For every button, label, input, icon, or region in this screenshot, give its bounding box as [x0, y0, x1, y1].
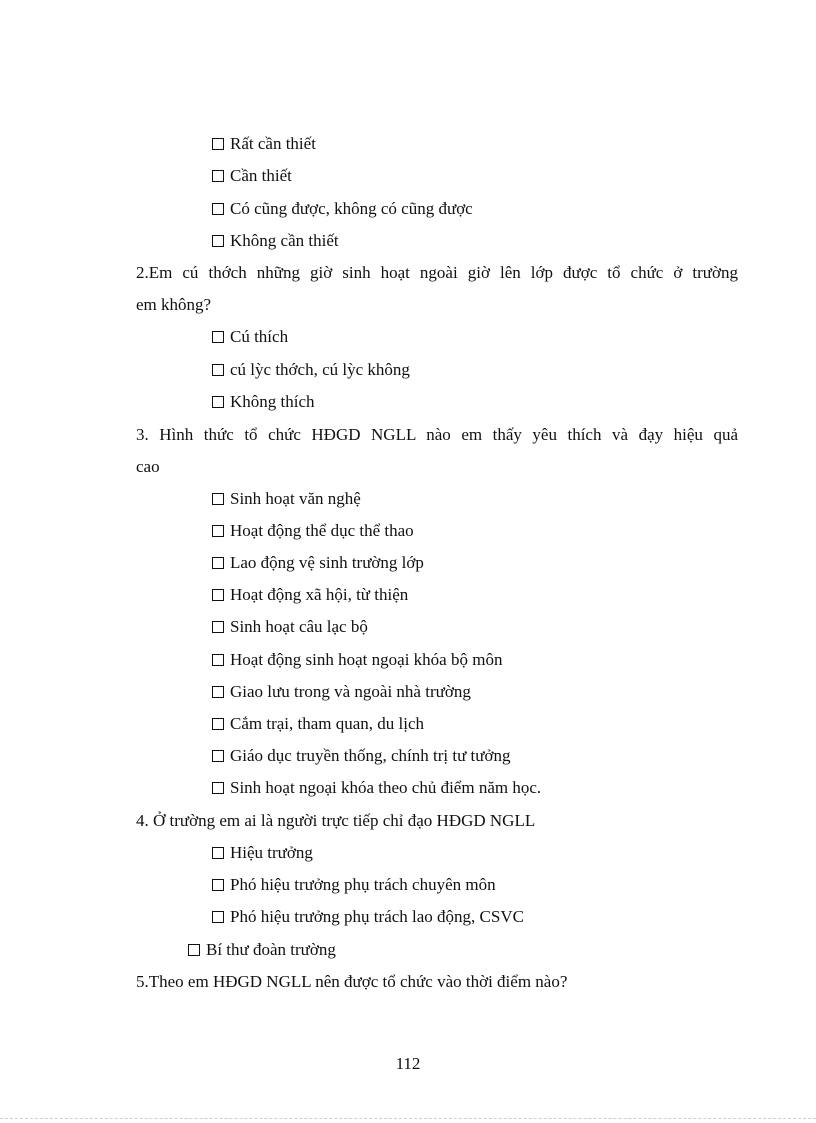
checkbox-option[interactable]	[212, 713, 424, 735]
checkbox-option[interactable]	[212, 681, 471, 703]
page-bottom-rule	[0, 1118, 816, 1119]
checkbox-icon[interactable]	[212, 170, 224, 182]
checkbox-icon[interactable]	[188, 944, 200, 956]
option-label: Cú thích	[230, 327, 289, 346]
checkbox-option[interactable]	[212, 359, 410, 381]
option-label: Lao động vệ sinh trường lớp	[230, 553, 424, 572]
checkbox-option[interactable]	[212, 616, 368, 638]
checkbox-option[interactable]	[212, 391, 315, 413]
checkbox-option[interactable]	[188, 939, 336, 961]
checkbox-icon[interactable]	[212, 396, 224, 408]
checkbox-icon[interactable]	[212, 364, 224, 376]
option-label: Sinh hoạt ngoại khóa theo chủ điểm năm học.	[230, 778, 542, 797]
checkbox-icon[interactable]	[212, 911, 224, 923]
checkbox-icon[interactable]	[212, 138, 224, 150]
checkbox-option[interactable]	[212, 842, 313, 864]
option-label: Giao lưu trong và ngoài nhà trường	[230, 682, 471, 701]
checkbox-option[interactable]	[212, 552, 424, 574]
option-label: Có cũng được, không có cũng được	[230, 199, 473, 218]
option-label: Hoạt động sinh hoạt ngoại khóa bộ môn	[230, 650, 503, 669]
page-number: 112	[395, 1054, 421, 1073]
checkbox-icon[interactable]	[212, 686, 224, 698]
checkbox-icon[interactable]	[212, 493, 224, 505]
option-label: Hoạt động xã hội, từ thiện	[230, 585, 409, 604]
question-2-text-cont: em không?	[136, 295, 212, 314]
checkbox-option[interactable]	[212, 133, 316, 155]
checkbox-icon[interactable]	[212, 654, 224, 666]
option-label: Hoạt động thể dục thể thao	[230, 521, 414, 540]
checkbox-option[interactable]	[212, 165, 292, 187]
checkbox-icon[interactable]	[212, 718, 224, 730]
checkbox-option[interactable]	[212, 906, 524, 928]
checkbox-icon[interactable]	[212, 782, 224, 794]
checkbox-option[interactable]	[212, 198, 473, 220]
option-label: Cần thiết	[230, 166, 292, 185]
question-2-text: 2.Em cú thớch những giờ sinh hoạt ngoài giờ lên lớp được tổ chức ở trường	[136, 263, 738, 282]
checkbox-icon[interactable]	[212, 621, 224, 633]
checkbox-option[interactable]	[212, 488, 361, 510]
checkbox-option[interactable]	[212, 777, 541, 799]
option-label: Sinh hoạt câu lạc bộ	[230, 617, 368, 636]
option-label: Không thích	[230, 392, 315, 411]
checkbox-option[interactable]	[212, 326, 288, 348]
checkbox-icon[interactable]	[212, 750, 224, 762]
option-label: Phó hiệu trưởng phụ trách lao động, CSVC	[230, 907, 524, 926]
checkbox-icon[interactable]	[212, 557, 224, 569]
checkbox-icon[interactable]	[212, 847, 224, 859]
checkbox-option[interactable]	[212, 745, 510, 767]
question-3-text-cont: cao	[136, 457, 160, 476]
checkbox-icon[interactable]	[212, 203, 224, 215]
option-label: Phó hiệu trưởng phụ trách chuyên môn	[230, 875, 496, 894]
checkbox-icon[interactable]	[212, 879, 224, 891]
question-4-text: 4. Ở trường em ai là người trực tiếp chỉ đạo HĐGD NGLL	[136, 811, 536, 830]
option-label: Rất cần thiết	[230, 134, 316, 153]
option-label: Giáo dục truyền thống, chính trị tư tưởng	[230, 746, 511, 765]
option-label: Sinh hoạt văn nghệ	[230, 489, 361, 508]
checkbox-option[interactable]	[212, 520, 414, 542]
checkbox-option[interactable]	[212, 874, 496, 896]
question-5-text: 5.Theo em HĐGD NGLL nên được tổ chức vào thời điểm nào?	[136, 972, 568, 991]
checkbox-option[interactable]	[212, 584, 408, 606]
checkbox-icon[interactable]	[212, 589, 224, 601]
checkbox-icon[interactable]	[212, 331, 224, 343]
question-3-text: 3. Hình thức tổ chức HĐGD NGLL nào em thấy yêu thích và đạy hiệu quả	[136, 425, 738, 444]
option-label: cú lỳc thớch, cú lỳc không	[230, 360, 410, 379]
checkbox-option[interactable]	[212, 649, 502, 671]
option-label: Không cần thiết	[230, 231, 339, 250]
checkbox-option[interactable]	[212, 230, 339, 252]
option-label: Hiệu trưởng	[230, 843, 313, 862]
option-label: Cắm trại, tham quan, du lịch	[230, 714, 425, 733]
option-label: Bí thư đoàn trường	[206, 940, 336, 959]
checkbox-icon[interactable]	[212, 525, 224, 537]
checkbox-icon[interactable]	[212, 235, 224, 247]
